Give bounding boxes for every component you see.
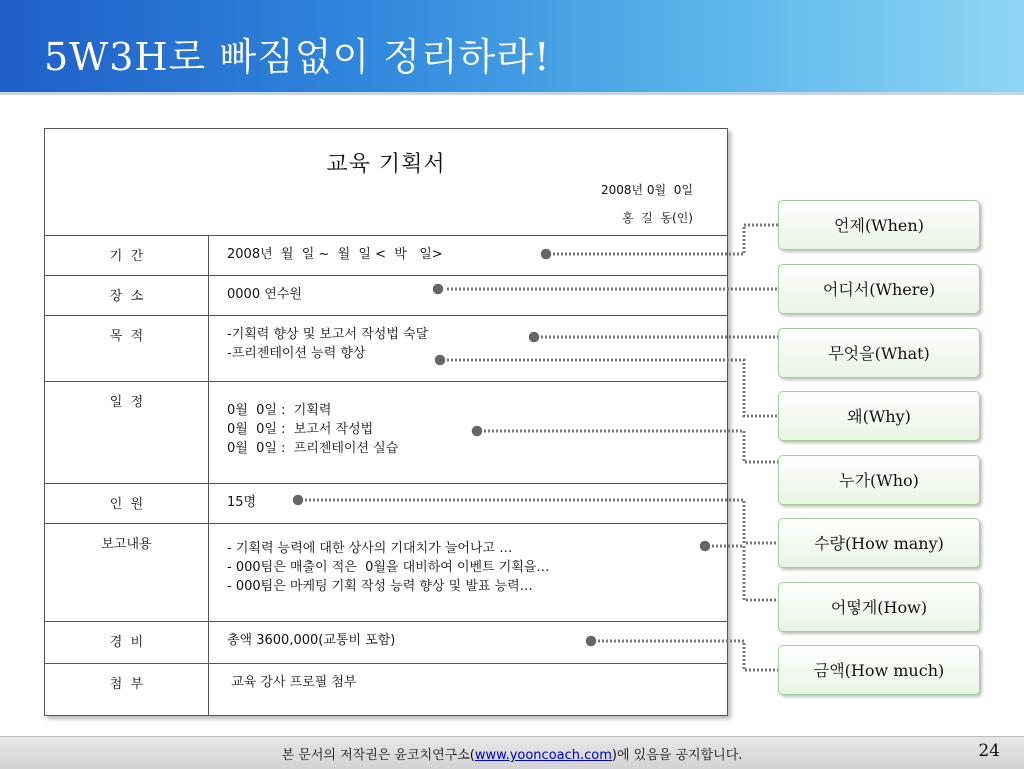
row-label: 목 적 (45, 315, 209, 381)
row-value: - 기획력 능력에 대한 상사의 기대치가 늘어나고 … - 000팀은 매출이 적은 0월을 대비하여 이벤트 기획을… - 000팀은 마케팅 기획 작성 능력 향상 및 발표 능력… (227, 541, 550, 594)
row-value: -기획력 향상 및 보고서 작성법 숙달 -프리젠테이션 능력 향상 (227, 327, 429, 361)
row-value: 0월 0일 : 기획력 0월 0일 : 보고서 작성법 0월 0일 : 프리젠테이션 실습 (227, 403, 399, 456)
question-why: 왜(Why) (778, 391, 980, 441)
row-label: 보고내용 (45, 523, 209, 621)
row-value: 2008년 월 일 ~ 월 일 < 박 일> (227, 247, 443, 262)
page-number: 24 (978, 741, 1000, 761)
row-value: 0000 연수원 (227, 287, 302, 302)
slide-title: 5W3H로 빠짐없이 정리하라! (44, 35, 551, 79)
row-report-content (45, 523, 727, 622)
copyright-notice (0, 744, 1024, 763)
row-place (45, 275, 727, 316)
row-headcount (45, 483, 727, 524)
row-schedule (45, 381, 727, 484)
training-plan-form (44, 128, 728, 716)
form-date: 2008년 0월 0일 (600, 183, 693, 197)
form-header (45, 129, 727, 236)
slide-header (0, 0, 1024, 92)
row-value: 총액 3600,000(교통비 포함) (227, 633, 396, 648)
row-cost (45, 621, 727, 664)
question-who: 누가(Who) (778, 455, 980, 505)
form-title: 교육 기획서 (326, 152, 446, 177)
form-author: 홍 길 동(인) (622, 211, 693, 225)
row-value: 교육 강사 프로필 첨부 (227, 675, 357, 690)
row-label: 첨 부 (45, 663, 209, 715)
question-how-many: 수량(How many) (778, 518, 980, 568)
row-label: 일 정 (45, 381, 209, 483)
question-how: 어떻게(How) (778, 582, 980, 632)
copyright-suffix: )에 있음을 공지합니다. (611, 748, 743, 763)
row-value: 15명 (227, 495, 257, 510)
row-attachment (45, 663, 727, 715)
question-what: 무엇을(What) (778, 328, 980, 378)
row-label: 경 비 (45, 621, 209, 663)
slide-footer (0, 736, 1024, 769)
copyright-link[interactable]: www.yooncoach.com (474, 748, 612, 763)
question-where: 어디서(Where) (778, 264, 980, 314)
header-divider (0, 92, 1024, 95)
row-purpose (45, 315, 727, 382)
row-label: 인 원 (45, 483, 209, 523)
row-label: 기 간 (45, 235, 209, 275)
question-when: 언제(When) (778, 200, 980, 250)
question-how-much: 금액(How much) (778, 645, 980, 695)
copyright-prefix: 본 문서의 저작권은 윤코치연구소( (281, 748, 475, 763)
row-label: 장 소 (45, 275, 209, 315)
row-period (45, 235, 727, 276)
